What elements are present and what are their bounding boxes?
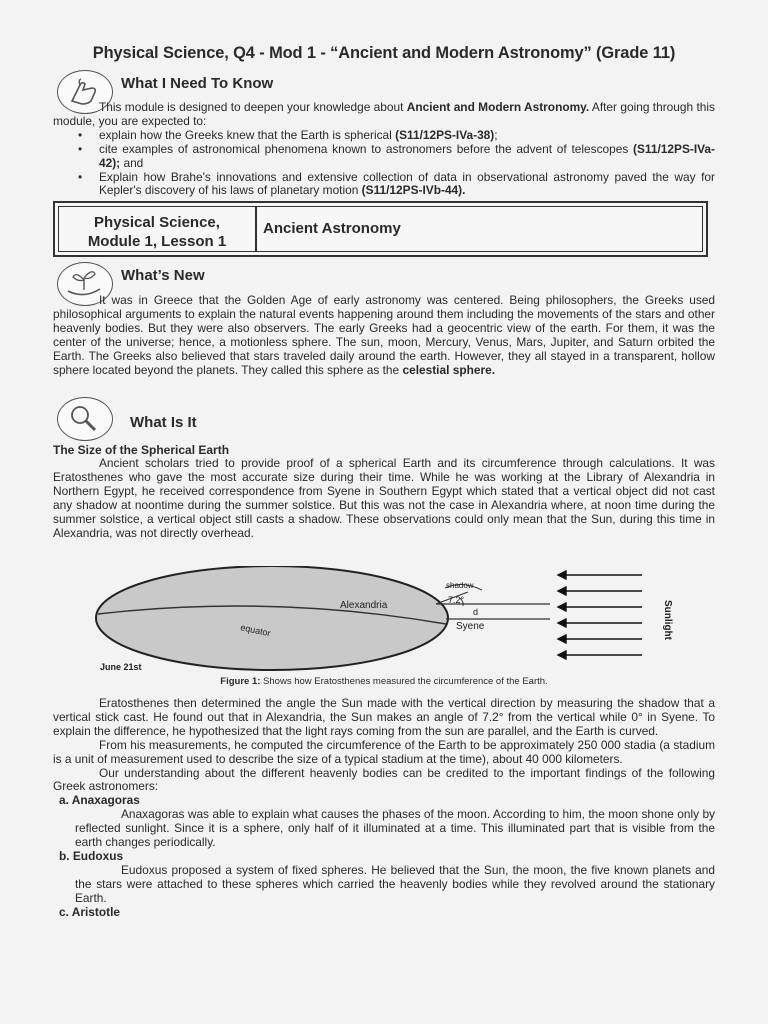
what-is-it-heading: What Is It [130,414,197,431]
astronomer-item: a. Anaxagoras Anaxagoras was able to explain what causes the phases of the moon. According to him, the moon shone only by reflected sunlight. Since it is a sphere, only half of it illuminated at a time. This illuminated part that is visible from the earth changes periodically. [59,793,715,850]
what-is-it-body: Ancient scholars tried to provide proof of a spherical Earth and its circumference through calculations. It was Eratosthenes who gave the most accurate size during their time. While he was working at the Library of Alexandria in Northern Egypt, he received correspondence from Syene in Southern Egypt which stated that a vertical object did not cast any shadow at noontime during the summer solstice. But this was not the case in Alexandria where, at noon time during the summer solstice, a vertical object still casts a shadow. These observations could only mean that the Sun, during this time in Alexandria, was not directly overhead. [53,456,715,540]
figure-caption: Figure 1: Shows how Eratosthenes measured the circumference of the Earth. [220,676,548,687]
magnifying-glass-icon [57,397,113,441]
equator-label: equator [239,622,272,639]
need-to-know-heading: What I Need To Know [121,75,274,92]
lesson-box [53,201,708,257]
alexandria-label: Alexandria [340,600,388,611]
shadow-label: shadow [446,581,474,590]
astronomer-item: c. Aristotle [59,904,121,919]
sunlight-label: Sunlight [662,600,673,640]
need-to-know-body: This module is designed to deepen your knowledge about Ancient and Modern Astronomy. After going through this module, you are expected to: • explain how the Greeks knew that the Earth is spherical (S11/12PS-IVa-38); • cite examples of astronomical phenomena known to astronomers before the advent of telescopes (S11/12PS-IVa-42); and • Explain how Brahe's innovations and extensive collection of data in observational astronomy paved the way for Kepler's discovery of his laws of planetary motion (S11/12PS-IVb-44). [53,101,715,198]
whats-new-body: It was in Greece that the Golden Age of early astronomy was centered. Being philosophers, the Greeks used philosophical arguments to explain the natural events happening around them including the movements of the stars and other heavenly bodies. But they were also observers. The early Greeks had a geocentric view of the earth. For them, it was the center of the universe; hence, a motionless sphere. The sun, moon, Mercury, Venus, Mars, Jupiter, and Saturn orbited the Earth. The Greeks also believed that stars traveled daily around the earth. However, they all stayed in a transparent, hollow sphere located beyond the planets. They called this sphere as the celestial sphere. [53,293,715,377]
astronomer-item: b. Eudoxus Eudoxus proposed a system of fixed spheres. He believed that the Sun, the moon, the five known planets and the stars were attached to these spheres which carried the heavenly bodies while they revolved around the stationary Earth. [59,848,715,905]
body-continued: Eratosthenes then determined the angle the Sun made with the vertical direction by measuring the shadow that a vertical stick cast. He found out that in Alexandria, the Sun makes an angle of 7.2° from the vertical while 0° in Syene. To explain the difference, he hypothesized that the light rays coming from the sun are parallel, and the Earth is curved. From his measurements, he computed the circumference of the Earth to be approximately 250 000 stadia (a stadium is a unit of measurement used to describe the size of a typical stadium at the time), about 40 000 kilometers. Our understanding about the different heavenly bodies can be credited to the important findings of the following Greek astronomers: a. Anaxagoras Anaxagoras was able to explain what causes the phases of the moon. According to him, the moon shone only by reflected sunlight. Since it is a sphere, only half of it illuminated at a time. This illuminated part that is visible from the earth changes periodically. b. Eudoxus Eudoxus proposed a system of fixed spheres. He believed that the Sun, the moon, the five known planets and the stars were attached to these spheres which carried the heavenly bodies while they revolved around the stationary Earth. c. Aristotle [53,696,715,919]
lesson-label: Physical Science, Module 1, Lesson 1 [59,207,257,251]
objective-item: • Explain how Brahe's innovations and extensive collection of data in observational astronomy paved the way for Kepler's discovery of his laws of planetary motion (S11/12PS-IVb-44). [99,171,715,199]
d-label: d [473,607,479,617]
page-title: Physical Science, Q4 - Mod 1 - “Ancient and Modern Astronomy” (Grade 11) [92,44,676,62]
lesson-topic: Ancient Astronomy [263,220,401,237]
angle-label: 7.2° [448,595,465,605]
date-label: June 21st [100,662,142,672]
objective-item: • explain how the Greeks knew that the Earth is spherical (S11/12PS-IVa-38); [99,129,715,143]
whats-new-heading: What’s New [121,267,205,284]
objective-item: • cite examples of astronomical phenomena known to astronomers before the advent of telescopes (S11/12PS-IVa-42); and [99,143,715,171]
syene-label: Syene [456,621,485,632]
sunlight-arrows [558,571,642,659]
subheading: The Size of the Spherical Earth [53,443,230,457]
eratosthenes-diagram [90,566,690,674]
objectives-list [53,129,715,199]
